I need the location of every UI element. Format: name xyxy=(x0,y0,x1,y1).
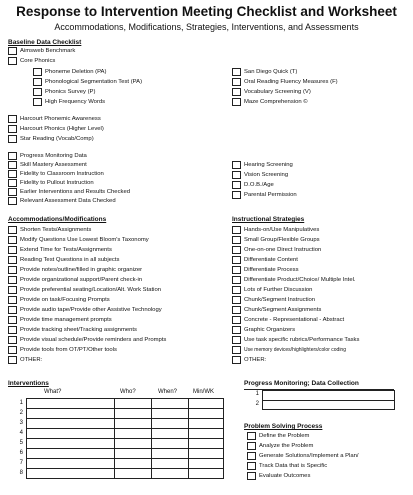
column-header-when: When? xyxy=(158,389,178,395)
item-label: Define the Problem xyxy=(259,433,310,439)
item-label: Evaluate Outcomes xyxy=(259,473,311,479)
checkbox[interactable] xyxy=(232,326,241,334)
checkbox[interactable] xyxy=(8,125,17,133)
checkbox[interactable] xyxy=(8,115,17,123)
item-label: Vocabulary Screening (V) xyxy=(244,89,311,95)
item-label: Chunk/Segment Instruction xyxy=(244,297,316,303)
checkbox[interactable] xyxy=(232,191,241,199)
row-number: 1 xyxy=(19,400,23,406)
item-label: Track Data that is Specific xyxy=(259,463,328,469)
column-header-what: What? xyxy=(44,389,62,395)
item-label: Hands-on/Use Manipulatives xyxy=(244,227,320,233)
checkbox[interactable] xyxy=(8,326,17,334)
checkbox[interactable] xyxy=(232,236,241,244)
checkbox[interactable] xyxy=(247,462,256,470)
item-label: Earlier Interventions and Results Checked xyxy=(20,189,131,195)
item-label: Phonological Segmentation Test (PA) xyxy=(45,79,143,85)
checkbox[interactable] xyxy=(8,276,17,284)
checkbox[interactable] xyxy=(232,266,241,274)
item-label: Graphic Organizers xyxy=(244,327,296,333)
checkbox[interactable] xyxy=(8,356,17,364)
row-divider xyxy=(262,400,395,401)
item-label: Harcourt Phonics (Higher Level) xyxy=(20,126,104,132)
item-label: Progress Monitoring Data xyxy=(20,153,87,159)
checkbox[interactable] xyxy=(8,306,17,314)
item-label: Phonics Survey (P) xyxy=(45,89,96,95)
row-number: 4 xyxy=(19,430,23,436)
item-label: Aimsweb Benchmark xyxy=(20,48,76,54)
item-label: Fidelity to Pullout Instruction xyxy=(20,180,94,186)
item-label: Skill Mastery Assessment xyxy=(20,162,87,168)
row-divider xyxy=(26,418,224,419)
checkbox[interactable] xyxy=(8,188,17,196)
checkbox[interactable] xyxy=(8,246,17,254)
item-label: Use task specific rubrics/Performance Tasks xyxy=(244,337,360,343)
accommodations-header: Accommodations/Modifications xyxy=(8,216,107,223)
checkbox[interactable] xyxy=(232,296,241,304)
checkbox[interactable] xyxy=(232,356,241,364)
item-label: Concrete - Representational - Abstract xyxy=(244,317,345,323)
problem-solving-header: Problem Solving Process xyxy=(244,423,323,430)
checkbox[interactable] xyxy=(232,226,241,234)
row-divider xyxy=(26,438,224,439)
checkbox[interactable] xyxy=(8,135,17,143)
item-label: High Frequency Words xyxy=(45,99,106,105)
checkbox[interactable] xyxy=(232,78,241,86)
item-label: Provide organizational support/Parent check-in xyxy=(20,277,143,283)
checkbox[interactable] xyxy=(232,98,241,106)
item-label: Provide audio tape/Provide other Assistive Technology xyxy=(20,307,162,313)
item-label: Harcourt Phonemic Awareness xyxy=(20,116,101,122)
row-number: 6 xyxy=(19,450,23,456)
checkbox[interactable] xyxy=(8,236,17,244)
item-label: Phoneme Deletion (PA) xyxy=(45,69,107,75)
strategies-header: Instructional Strategies xyxy=(232,216,305,223)
row-number: 1 xyxy=(255,391,259,397)
checkbox[interactable] xyxy=(232,316,241,324)
row-number: 2 xyxy=(19,410,23,416)
row-number: 2 xyxy=(255,401,259,407)
checkbox[interactable] xyxy=(232,68,241,76)
item-label: Oral Reading Fluency Measures (F) xyxy=(244,79,338,85)
item-label: Use memory devices/highlighters/color coding xyxy=(244,347,346,353)
item-label: Generate Solutions/Implement a Plan/ xyxy=(259,453,359,459)
checkbox[interactable] xyxy=(8,336,17,344)
row-divider xyxy=(26,408,224,409)
checkbox[interactable] xyxy=(8,179,17,187)
checkbox[interactable] xyxy=(232,161,241,169)
checkbox[interactable] xyxy=(8,316,17,324)
interventions-header: Interventions xyxy=(8,380,49,387)
row-divider xyxy=(26,468,224,469)
checkbox[interactable] xyxy=(8,286,17,294)
item-label: Provide tracking sheet/Tracking assignments xyxy=(20,327,137,333)
checkbox[interactable] xyxy=(33,88,42,96)
item-label: Core Phonics xyxy=(20,58,56,64)
page-title: Response to Intervention Meeting Checklist and Worksheet xyxy=(16,4,397,19)
checkbox[interactable] xyxy=(247,432,256,440)
checkbox[interactable] xyxy=(8,161,17,169)
item-label: Provide preferential seating/Location/Alt. Work Station xyxy=(20,287,162,293)
checkbox[interactable] xyxy=(33,98,42,106)
row-number: 3 xyxy=(19,420,23,426)
item-label: Shorten Tests/Assignments xyxy=(20,227,92,233)
item-label: Provide notes/outline/filled in graphic organizer xyxy=(20,267,143,273)
checkbox[interactable] xyxy=(232,286,241,294)
checkbox[interactable] xyxy=(232,88,241,96)
column-header-min-wk: Min/WK xyxy=(193,389,214,395)
row-divider xyxy=(26,428,224,429)
item-label: Differentiate Product/Choice/ Multiple Intel. xyxy=(244,277,356,283)
page-subtitle: Accommodations, Modifications, Strategies, Interventions, and Assessments xyxy=(54,22,359,32)
item-label: San Diego Quick (T) xyxy=(244,69,298,75)
checkbox[interactable] xyxy=(232,336,241,344)
checkbox[interactable] xyxy=(232,256,241,264)
item-label: Vision Screening xyxy=(244,172,289,178)
checkbox[interactable] xyxy=(8,170,17,178)
checkbox[interactable] xyxy=(247,452,256,460)
item-label: Parental Permission xyxy=(244,192,297,198)
row-number: 5 xyxy=(19,440,23,446)
checkbox[interactable] xyxy=(8,266,17,274)
row-number: 8 xyxy=(19,470,23,476)
checkbox[interactable] xyxy=(232,246,241,254)
checkbox[interactable] xyxy=(247,472,256,480)
item-label: Lots of Further Discussion xyxy=(244,287,313,293)
checkbox[interactable] xyxy=(8,296,17,304)
checkbox[interactable] xyxy=(8,226,17,234)
item-label: Fidelity to Classroom Instruction xyxy=(20,171,104,177)
checkbox[interactable] xyxy=(8,47,17,55)
checkbox[interactable] xyxy=(33,68,42,76)
item-label: Relevant Assessment Data Checked xyxy=(20,198,116,204)
checkbox[interactable] xyxy=(33,78,42,86)
item-label: Provide time management prompts xyxy=(20,317,112,323)
item-label: D.O.B./Age xyxy=(244,182,274,188)
baseline-header: Baseline Data Checklist xyxy=(8,39,82,46)
item-label: Maze Comprehension © xyxy=(244,99,308,105)
item-label: Small Group/Flexible Groups xyxy=(244,237,320,243)
checkbox[interactable] xyxy=(232,171,241,179)
item-label: Analyze the Problem xyxy=(259,443,314,449)
checkbox[interactable] xyxy=(232,276,241,284)
item-label: Provide visual schedule/Provide reminders and Prompts xyxy=(20,337,167,343)
checkbox[interactable] xyxy=(232,181,241,189)
checkbox[interactable] xyxy=(232,306,241,314)
item-label: Star Reading (Vocab/Comp) xyxy=(20,136,94,142)
item-label: Provide on task/Focusing Prompts xyxy=(20,297,110,303)
checkbox[interactable] xyxy=(8,152,17,160)
checkbox[interactable] xyxy=(8,256,17,264)
item-label: Modify Questions Use Lowest Bloom's Taxonomy xyxy=(20,237,149,243)
checkbox[interactable] xyxy=(232,346,241,354)
item-label: Chunk/Segment Assignments xyxy=(244,307,322,313)
item-label: Differentiate Content xyxy=(244,257,298,263)
checkbox[interactable] xyxy=(247,442,256,450)
row-number: 7 xyxy=(19,460,23,466)
checkbox[interactable] xyxy=(8,346,17,354)
column-header-who: Who? xyxy=(120,389,136,395)
checkbox[interactable] xyxy=(8,197,17,205)
item-label: OTHER: xyxy=(244,357,267,363)
row-divider xyxy=(26,448,224,449)
item-label: Differentiate Process xyxy=(244,267,299,273)
item-label: One-on-one Direct Instruction xyxy=(244,247,322,253)
item-label: Provide tools from OT/PT/Other tools xyxy=(20,347,117,353)
row-divider xyxy=(26,458,224,459)
checkbox[interactable] xyxy=(8,57,17,65)
progress-header: Progress Monitoring; Data Collection xyxy=(244,380,359,387)
item-label: Extend Time for Tests/Assignments xyxy=(20,247,112,253)
item-label: Reading Test Questions in all subjects xyxy=(20,257,120,263)
item-label: OTHER: xyxy=(20,357,43,363)
item-label: Hearing Screening xyxy=(244,162,293,168)
